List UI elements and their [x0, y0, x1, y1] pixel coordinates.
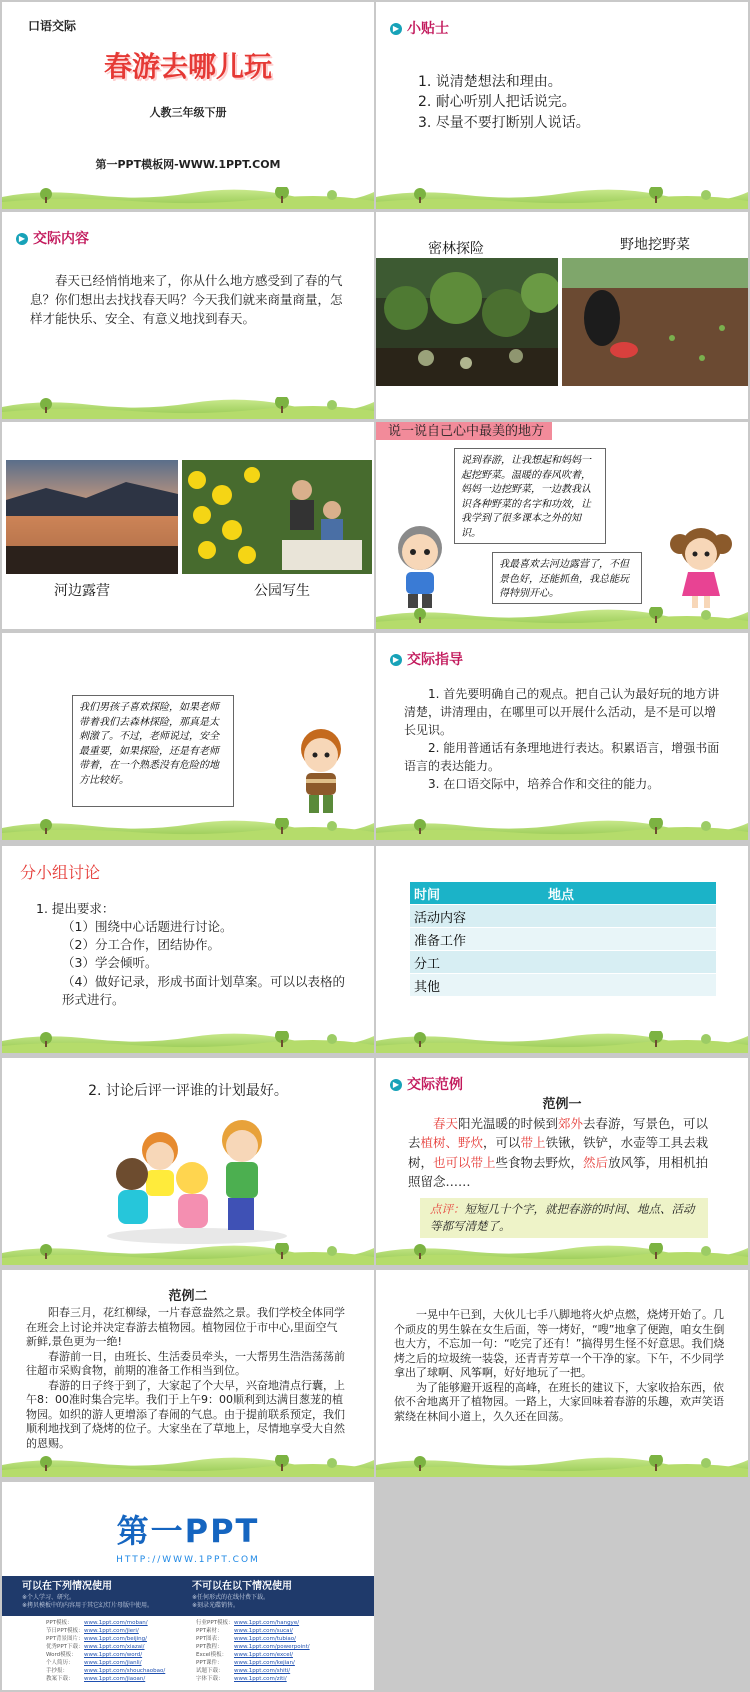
forbidden-item: ※任何形式的在线付费下载。: [192, 1594, 270, 1601]
slide-plan-table[interactable]: [376, 846, 748, 1053]
resource-label: 手抄报：: [46, 1667, 69, 1674]
body-text: 去春游，写景色，可以去: [408, 1116, 709, 1151]
slide-example-2-continued[interactable]: [376, 1270, 748, 1477]
requirement-item: （1）围绕中心话题进行讨论。: [62, 919, 233, 935]
tip-item: 2. 耐心听别人把话说完。: [418, 94, 576, 111]
site-label: 第一PPT模板网-WWW.1PPT.COM: [95, 158, 281, 171]
grass-decoration: [2, 1243, 374, 1265]
photo-caption: 公园写生: [254, 583, 310, 599]
slide-example-1[interactable]: [376, 1058, 748, 1265]
subtitle: 人教三年级下册: [149, 106, 227, 119]
forbidden-title: 不可以在以下情况使用: [192, 1581, 292, 1592]
table-row: [410, 928, 716, 951]
resource-label: PPT素材：: [196, 1627, 223, 1634]
resource-link[interactable]: www.1ppt.com/jieri/: [84, 1627, 139, 1634]
highlight-text: 植树、野炊: [420, 1135, 484, 1151]
resource-label: 字体下载：: [196, 1675, 224, 1682]
play-icon: ▶: [390, 23, 402, 35]
grass-decoration: [376, 607, 748, 629]
allowed-title: 可以在下列情况使用: [22, 1581, 112, 1592]
section-header: ▶ 交际内容: [16, 228, 89, 248]
section-header: ▶ 小贴士: [390, 18, 449, 38]
highlight-text: 郊外: [558, 1116, 584, 1131]
table-cell: 其他: [410, 974, 482, 997]
slide-photos-2[interactable]: [2, 422, 374, 629]
resource-link-row: [196, 1652, 310, 1660]
grass-decoration: [2, 1455, 374, 1477]
paragraph: 春游的日子终于到了，大家起了个大早，兴奋地清点行囊，上午8：00准时集合完毕。我们于上午9：00顺利到达满目葱茏的植物园。如织的游人更增添了春闹的气息。由于提前联系预定，我们顺利地找到了烧烤的位子。大家坐在了草地上，尽情地享受大自然的恩赐。: [26, 1378, 345, 1450]
allowed-list: [22, 1594, 153, 1611]
play-icon: ▶: [390, 1079, 402, 1091]
photo-caption: 河边露营: [54, 583, 110, 599]
slide-tag: 口语交际: [28, 19, 77, 33]
forbidden-item: ※刻录光碟销售。: [192, 1602, 240, 1610]
paragraph: 一晃中午已到，大伙儿七手八脚地将火炉点燃，烧烤开始了。几个顽皮的男生躲在女生后面，等一烤好，“嗖”地拿了便跑，咱女生倒也大方，不忘加一句：“吃完了还有！”搞得男生怪不好意思。我们烧烤之后的垃圾统一装袋，还青青芳草一个干净的家。下午，不少同学拿出了球啊、风筝啊，好好地玩了一把。: [394, 1308, 725, 1380]
resource-link[interactable]: www.1ppt.com/kejian/: [234, 1659, 295, 1666]
example-title: 范例一: [542, 1097, 582, 1112]
comment-label: 点评：: [430, 1202, 465, 1216]
resource-link-row: [196, 1636, 310, 1644]
highlight-text: 春天: [433, 1116, 459, 1131]
paragraph: 阳春三月，花红柳绿，一片春意盎然之景。我们学校全体同学在班会上讨论并决定春游去植物园。植物园位于市中心,里面空气新鲜,景色更为一绝!: [26, 1306, 345, 1349]
forest-photo: [376, 258, 558, 386]
resource-label: 节日PPT模板：: [46, 1627, 84, 1634]
brand-url[interactable]: HTTP://WWW.1PPT.COM: [116, 1555, 260, 1565]
resource-label: PPT课件：: [196, 1659, 223, 1666]
grass-decoration: [376, 1031, 748, 1053]
photo-caption: 密林探险: [428, 241, 484, 257]
resource-link[interactable]: www.1ppt.com/sucai/: [234, 1627, 293, 1634]
resource-link[interactable]: www.1ppt.com/jiaoan/: [84, 1675, 146, 1682]
requirement-item: （2）分工合作，团结协作。: [62, 937, 220, 953]
resource-link[interactable]: www.1ppt.com/hangye/: [234, 1620, 300, 1626]
resource-link[interactable]: www.1ppt.com/beijing/: [84, 1635, 148, 1642]
vegetable-digging-photo: [562, 258, 748, 386]
slide-photos-1[interactable]: [376, 212, 748, 419]
slide-title[interactable]: [2, 2, 374, 209]
resource-label: PPT教程：: [196, 1643, 223, 1650]
slide-tips[interactable]: [376, 2, 748, 209]
photo-caption: 野地挖野菜: [620, 237, 690, 253]
table-header-cell: 地点: [544, 882, 716, 905]
body-text: ，可以: [483, 1135, 521, 1151]
grass-decoration: [376, 1455, 748, 1477]
resource-link-row: [46, 1652, 165, 1660]
resource-link[interactable]: www.1ppt.com/ziti/: [234, 1675, 287, 1682]
requirement-list: [36, 900, 352, 1009]
table-header-cell: 时间: [410, 882, 482, 905]
section-header: ▶ 交际范例: [390, 1074, 463, 1094]
title-banner: [376, 422, 552, 440]
slide-example-2[interactable]: [2, 1270, 374, 1477]
slide-group-discussion[interactable]: [2, 846, 374, 1053]
table-row: [410, 974, 716, 997]
comment-box: [420, 1198, 708, 1238]
resource-label: PPT模板：: [46, 1620, 73, 1626]
body-text: 铁锹，铁铲，水壶等工具去栽树，: [408, 1135, 709, 1170]
tips-list: [418, 72, 590, 133]
resource-link[interactable]: www.1ppt.com/jianli/: [84, 1659, 142, 1666]
grass-decoration: [2, 187, 374, 209]
resource-link-row: [46, 1668, 165, 1676]
intro-text: 春天已经悄悄地来了，你从什么地方感受到了春的气息？你们想出去找找春天吗？今天我们就来商量商量，怎样才能快乐、安全、有意义地找到春天。: [30, 273, 343, 326]
links-right: [196, 1620, 310, 1684]
speech-bubble: 我们男孩子喜欢探险，如果老师带着我们去森林探险，那真是太刺激了。不过，老师说过，安全最重要，如果探险，还是有老师带着，在一个熟悉没有危险的地方比较好。: [72, 695, 234, 807]
resource-link-row: [196, 1660, 310, 1668]
requirement-item: （4）做好记录，形成书面计划草案。可以以表格的形式进行。: [62, 973, 345, 1007]
grass-decoration: [376, 1243, 748, 1265]
resource-link-row: [196, 1628, 310, 1636]
slide-favorite-place[interactable]: [376, 422, 748, 629]
resource-link[interactable]: www.1ppt.com/moban/: [84, 1620, 148, 1626]
guidance-item: 1. 首先要明确自己的观点。把自己认为最好玩的地方讲清楚，讲清理由，在哪里可以开展什么活动，是不是可以增长见识。: [404, 687, 720, 737]
forbidden-list: [192, 1594, 269, 1611]
resource-link[interactable]: www.1ppt.com/shouchaobao/: [84, 1667, 166, 1674]
resource-label: Excel模板：: [196, 1651, 228, 1658]
comment-text: 点评：短短几十个字，就把春游的时间、地点、活动等都写清楚了。: [430, 1202, 695, 1234]
tip-item: 1. 说清楚想法和理由。: [418, 74, 562, 90]
section-header: ▶ 交际指导: [390, 649, 463, 669]
allowed-item: ※个人学习、研究。: [22, 1594, 76, 1601]
resource-label: PPT图表：: [196, 1635, 223, 1642]
resource-link[interactable]: www.1ppt.com/shiti/: [234, 1667, 291, 1674]
table-row: [410, 951, 716, 974]
resource-label: PPT背景图片：: [46, 1635, 84, 1642]
resource-label: 试题下载：: [196, 1667, 224, 1674]
page-title: 春游去哪儿玩: [103, 50, 272, 83]
body-text: 放风筝，用相机拍照留念……: [408, 1154, 709, 1190]
resource-link[interactable]: www.1ppt.com/xiazai/: [84, 1643, 145, 1650]
resource-link[interactable]: www.1ppt.com/powerpoint/: [234, 1643, 310, 1650]
speech-bubble: 我最喜欢去河边露营了，不但景色好，还能抓鱼，我总能玩得特别开心。: [492, 552, 642, 604]
resource-label: 行业PPT模板：: [196, 1620, 234, 1626]
slide-heading: 分小组讨论: [20, 863, 101, 882]
tip-item: 3. 尽量不要打断别人说话。: [418, 114, 590, 131]
resource-link[interactable]: www.1ppt.com/word/: [84, 1651, 143, 1658]
guidance-list: [404, 685, 724, 793]
body-text: 阳光温暖的时候到: [458, 1116, 559, 1131]
resource-label: Word模板：: [46, 1651, 77, 1658]
grass-decoration: [376, 818, 748, 840]
resource-link-row: [46, 1660, 165, 1668]
table-cell: 分工: [410, 951, 482, 974]
resource-label: 个人简历：: [46, 1659, 74, 1666]
slide-content[interactable]: [2, 212, 374, 419]
resource-link[interactable]: www.1ppt.com/excel/: [234, 1651, 293, 1658]
paragraph: 春游前一日，由班长、生活委员牵头，一大帮男生浩浩荡荡前往超市采购食物，前期的准备工作相当到位。: [26, 1349, 345, 1378]
resource-link-row: [196, 1620, 310, 1628]
resource-link-row: [196, 1644, 310, 1652]
resource-link-row: [46, 1628, 165, 1636]
resource-link[interactable]: www.1ppt.com/tubiao/: [234, 1635, 296, 1642]
slide-heading: 2. 讨论后评一评谁的计划最好。: [88, 1083, 288, 1099]
links-left: [46, 1620, 165, 1684]
slide-evaluate[interactable]: [2, 1058, 374, 1265]
grass-decoration: [2, 397, 374, 419]
resource-link-row: [196, 1676, 310, 1684]
table-cell: 活动内容: [410, 905, 482, 928]
table-cell: 准备工作: [410, 928, 482, 951]
highlight-text: 也可以带上: [433, 1154, 496, 1170]
slide-boy-exploration[interactable]: [2, 633, 374, 840]
grass-decoration: [2, 1031, 374, 1053]
requirement-item: 1. 提出要求：: [36, 901, 115, 916]
grass-decoration: [2, 818, 374, 840]
allowed-item: ※拷贝模板中的内容用于其它幻灯片母版中使用。: [22, 1602, 154, 1610]
riverside-camping-photo: [6, 460, 178, 574]
example-body: [394, 1308, 730, 1424]
guidance-item: 2. 能用普通话有条理地进行表达。积累语言，增强书面语言的表达能力。: [404, 741, 720, 773]
resource-link-row: [46, 1636, 165, 1644]
play-icon: ▶: [390, 654, 402, 666]
kids-discussing-illustration: [102, 1110, 292, 1244]
resource-link-row: [196, 1668, 310, 1676]
plan-table: [410, 882, 716, 997]
example-title: 范例二: [168, 1289, 208, 1304]
resource-label: 优秀PPT下载：: [46, 1643, 84, 1650]
example-paragraph: [408, 1114, 718, 1192]
guidance-item: 3. 在口语交际中，培养合作和交往的能力。: [428, 777, 660, 791]
slide-heading: 说一说自己心中最美的地方: [388, 424, 545, 439]
resource-label: 教案下载：: [46, 1675, 74, 1682]
slide-credits[interactable]: [2, 1482, 374, 1690]
boy-character: [290, 725, 352, 817]
brand-logo: 第一PPT: [116, 1512, 260, 1550]
play-icon: ▶: [16, 233, 28, 245]
example-body: [26, 1306, 348, 1451]
highlight-text: 带上: [520, 1135, 546, 1151]
table-row: [410, 905, 716, 928]
requirement-item: （3）学会倾听。: [62, 955, 158, 971]
grass-decoration: [376, 187, 748, 209]
paragraph: 为了能够避开返程的高峰，在班长的建议下，大家收拾东西，依依不舍地离开了植物园。一路上，大家回味着春游的乐趣，欢声笑语萦绕在林间小道上，久久还在回荡。: [394, 1380, 724, 1423]
speech-bubble: 说到春游，让我想起和妈妈一起挖野菜。温暖的春风吹着，妈妈一边挖野菜，一边教我认识各种野菜的名字和功效，让我学到了很多课本之外的知识。: [454, 448, 606, 544]
girl-character: [666, 522, 736, 612]
boy-character: [390, 522, 450, 612]
slide-guidance[interactable]: [376, 633, 748, 840]
resource-link-row: [46, 1676, 165, 1684]
park-sketching-photo: [182, 460, 372, 574]
table-header-row: [410, 882, 716, 905]
resource-link-row: [46, 1644, 165, 1652]
resource-link-row: [46, 1620, 165, 1628]
body-text: 些食物去野炊，: [495, 1154, 584, 1170]
usage-banner: [2, 1576, 374, 1616]
highlight-text: 然后: [583, 1154, 609, 1170]
